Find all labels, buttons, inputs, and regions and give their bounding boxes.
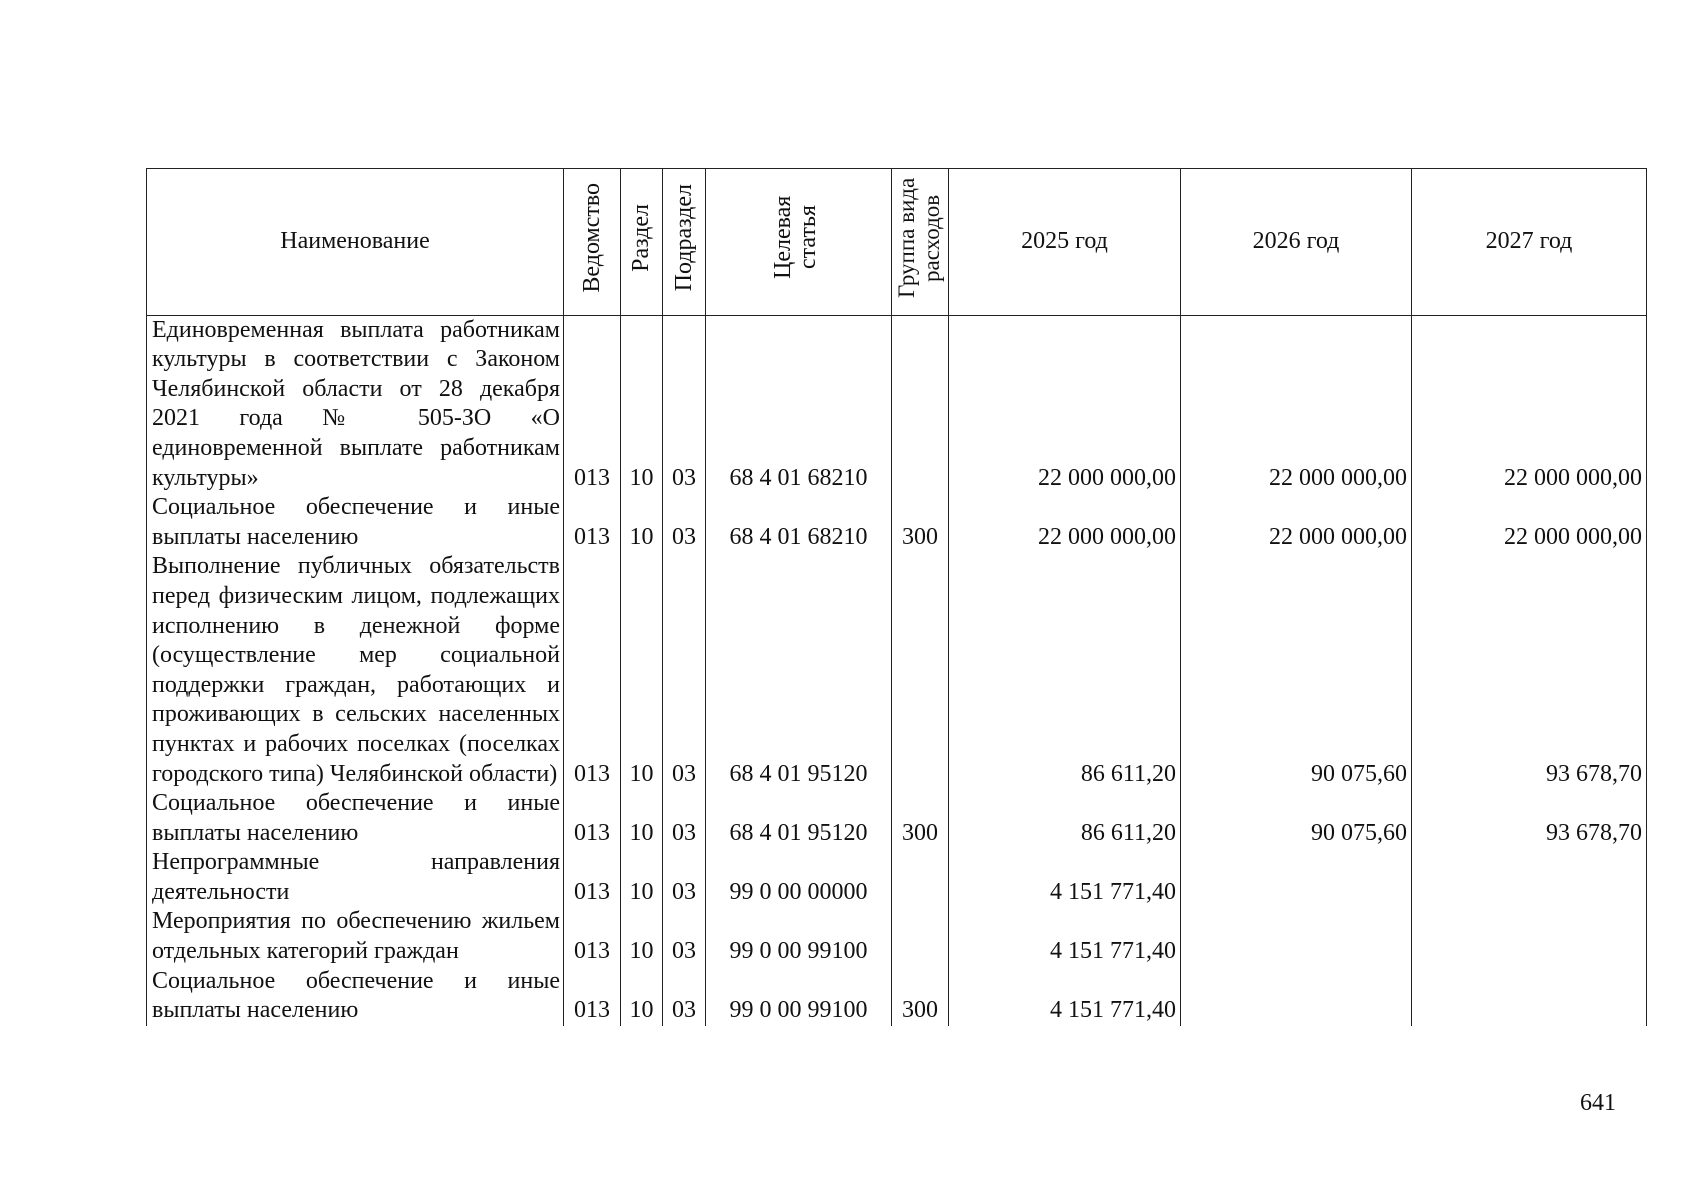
cell-y2027 <box>1412 907 1647 966</box>
cell-podrazdel: 03 <box>663 907 706 966</box>
cell-podrazdel: 03 <box>663 315 706 493</box>
cell-gruppa <box>892 848 949 907</box>
cell-y2026: 90 075,60 <box>1181 552 1412 789</box>
cell-celevaya: 68 4 01 95120 <box>706 552 892 789</box>
cell-gruppa: 300 <box>892 493 949 552</box>
cell-name: Социальное обеспечение и иные выплаты населению <box>147 789 564 848</box>
header-vedomstvo: Ведомство <box>564 169 621 316</box>
cell-podrazdel: 03 <box>663 493 706 552</box>
cell-y2027: 22 000 000,00 <box>1412 493 1647 552</box>
cell-celevaya: 68 4 01 68210 <box>706 493 892 552</box>
cell-razdel: 10 <box>621 967 663 1026</box>
cell-gruppa <box>892 315 949 493</box>
cell-name: Социальное обеспечение и иные выплаты населению <box>147 967 564 1026</box>
cell-y2026: 22 000 000,00 <box>1181 493 1412 552</box>
header-razdel: Раздел <box>621 169 663 316</box>
table-row <box>147 493 1647 552</box>
cell-vedomstvo: 013 <box>564 907 621 966</box>
cell-y2025: 4 151 771,40 <box>949 848 1181 907</box>
cell-celevaya: 99 0 00 99100 <box>706 967 892 1026</box>
header-celevaya: Целевая статья <box>706 169 892 316</box>
header-gruppa: Группа вида расходов <box>892 169 949 316</box>
cell-name: Выполнение публичных обязательств перед физическим лицом, подлежащих исполнению в денежной форме (осуществление мер социальной поддержки граждан, работающих и проживающих в сельских населенных пунктах и рабочих поселках (поселках городского типа) Челябинской области) <box>147 552 564 789</box>
table-row <box>147 848 1647 907</box>
cell-y2026 <box>1181 848 1412 907</box>
cell-name: Непрограммные направления деятельности <box>147 848 564 907</box>
cell-vedomstvo: 013 <box>564 967 621 1026</box>
cell-gruppa: 300 <box>892 967 949 1026</box>
cell-vedomstvo: 013 <box>564 848 621 907</box>
table-row <box>147 315 1647 493</box>
cell-y2025: 4 151 771,40 <box>949 907 1181 966</box>
cell-razdel: 10 <box>621 907 663 966</box>
cell-podrazdel: 03 <box>663 848 706 907</box>
cell-name: Социальное обеспечение и иные выплаты населению <box>147 493 564 552</box>
table-row <box>147 789 1647 848</box>
cell-name: Единовременная выплата работникам культуры в соответствии с Законом Челябинской области от 28 декабря 2021 года № 505-ЗО «О единовременной выплате работникам культуры» <box>147 315 564 493</box>
header-podrazdel: Подраздел <box>663 169 706 316</box>
cell-y2025: 22 000 000,00 <box>949 493 1181 552</box>
table-row <box>147 967 1647 1026</box>
cell-podrazdel: 03 <box>663 789 706 848</box>
cell-y2027: 93 678,70 <box>1412 552 1647 789</box>
cell-y2027 <box>1412 967 1647 1026</box>
cell-celevaya: 68 4 01 95120 <box>706 789 892 848</box>
cell-y2027: 22 000 000,00 <box>1412 315 1647 493</box>
cell-gruppa <box>892 907 949 966</box>
table-row <box>147 552 1647 789</box>
cell-razdel: 10 <box>621 848 663 907</box>
cell-celevaya: 99 0 00 99100 <box>706 907 892 966</box>
cell-y2026 <box>1181 907 1412 966</box>
cell-celevaya: 68 4 01 68210 <box>706 315 892 493</box>
cell-y2027: 93 678,70 <box>1412 789 1647 848</box>
cell-gruppa <box>892 552 949 789</box>
cell-podrazdel: 03 <box>663 967 706 1026</box>
cell-vedomstvo: 013 <box>564 789 621 848</box>
cell-celevaya: 99 0 00 00000 <box>706 848 892 907</box>
cell-y2026 <box>1181 967 1412 1026</box>
cell-gruppa: 300 <box>892 789 949 848</box>
cell-razdel: 10 <box>621 552 663 789</box>
cell-razdel: 10 <box>621 315 663 493</box>
cell-y2025: 86 611,20 <box>949 789 1181 848</box>
cell-y2026: 90 075,60 <box>1181 789 1412 848</box>
header-name: Наименование <box>147 169 564 316</box>
cell-razdel: 10 <box>621 789 663 848</box>
cell-vedomstvo: 013 <box>564 493 621 552</box>
page-number: 641 <box>1580 1090 1616 1116</box>
header-2026: 2026 год <box>1181 169 1412 316</box>
cell-y2025: 4 151 771,40 <box>949 967 1181 1026</box>
cell-vedomstvo: 013 <box>564 552 621 789</box>
cell-y2027 <box>1412 848 1647 907</box>
cell-y2026: 22 000 000,00 <box>1181 315 1412 493</box>
table-body <box>147 315 1647 1026</box>
cell-razdel: 10 <box>621 493 663 552</box>
cell-podrazdel: 03 <box>663 552 706 789</box>
header-2027: 2027 год <box>1412 169 1647 316</box>
table-row <box>147 907 1647 966</box>
header-2025: 2025 год <box>949 169 1181 316</box>
table-header-row <box>147 169 1647 316</box>
cell-vedomstvo: 013 <box>564 315 621 493</box>
cell-y2025: 86 611,20 <box>949 552 1181 789</box>
cell-y2025: 22 000 000,00 <box>949 315 1181 493</box>
budget-table <box>146 168 1647 1026</box>
cell-name: Мероприятия по обеспечению жильем отдельных категорий граждан <box>147 907 564 966</box>
